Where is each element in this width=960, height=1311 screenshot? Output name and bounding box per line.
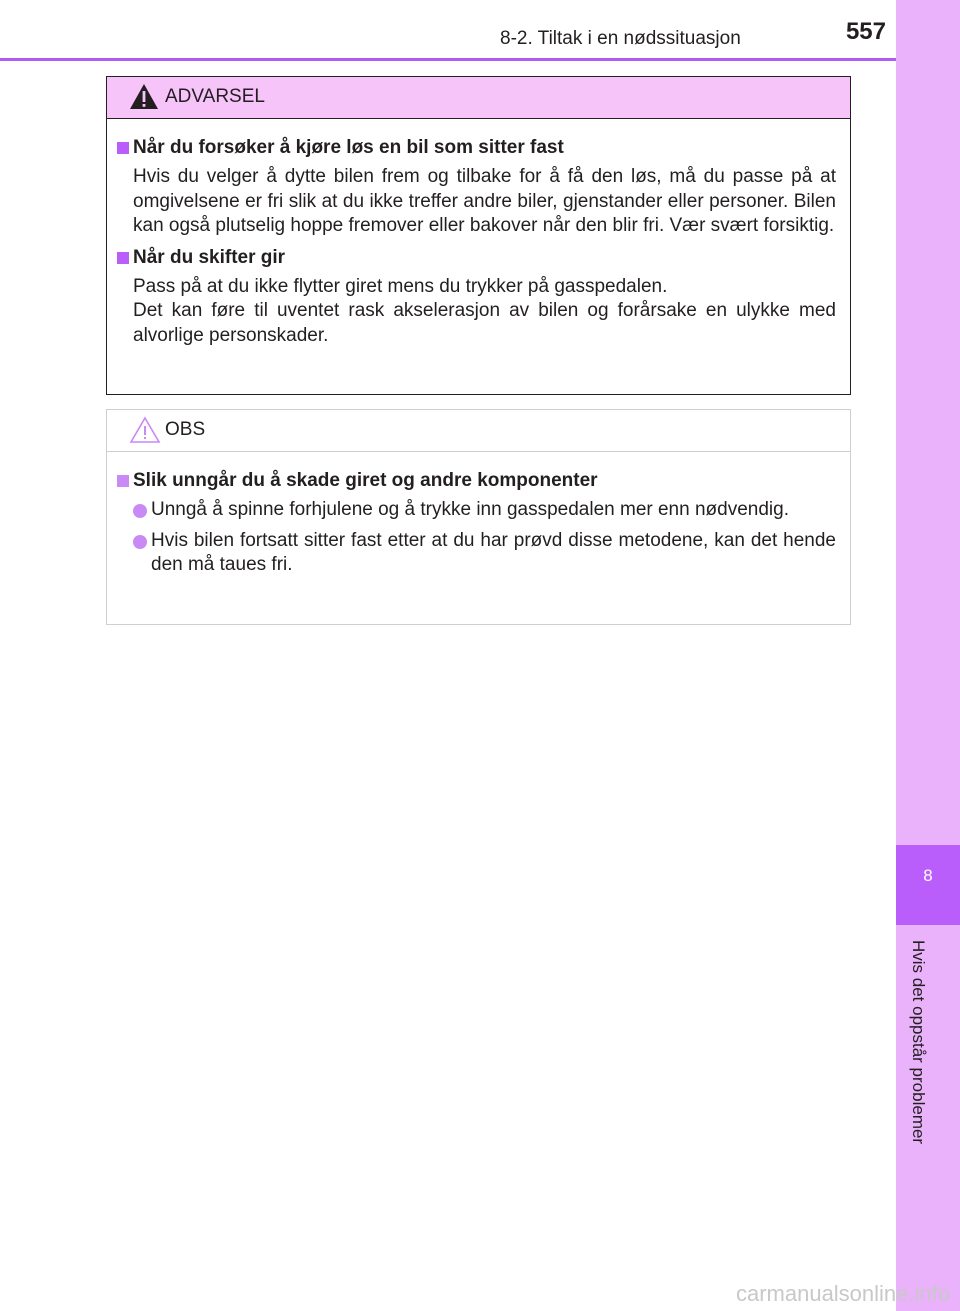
page-number: 557 bbox=[845, 18, 886, 45]
warning-section-heading-text: Når du skifter gir bbox=[133, 246, 286, 268]
chapter-number: 8 bbox=[923, 866, 933, 885]
caution-bullet-item bbox=[117, 498, 836, 523]
warning-paragraph: Det kan føre til uventet rask akselerasjon av bilen og forårsake en ulykke med alvorlige personskader. bbox=[133, 300, 836, 346]
caution-label: OBS bbox=[165, 419, 206, 440]
caution-bullet-item bbox=[117, 529, 836, 578]
square-bullet-icon bbox=[117, 252, 129, 264]
warning-triangle-icon bbox=[129, 83, 159, 110]
square-bullet-icon bbox=[117, 475, 129, 487]
warning-paragraph: Hvis du velger å dytte bilen frem og tilbake for å få den løs, må du passe på at omgivelsene er fri slik at du ikke treffer andre biler, gjenstander eller personer. Bilen kan også plutselig hoppe fremover eller bakover når den blir fri. Vær svært forsiktig. bbox=[133, 166, 836, 236]
caution-box bbox=[106, 409, 851, 625]
warning-box-header bbox=[107, 77, 850, 119]
warning-label: ADVARSEL bbox=[165, 86, 265, 107]
header-divider bbox=[0, 58, 896, 61]
caution-heading-text: Slik unngår du å skade giret og andre komponenter bbox=[133, 470, 598, 491]
warning-section-heading bbox=[117, 245, 836, 271]
warning-box-body bbox=[107, 119, 850, 348]
caution-bullet-text: Unngå å spinne forhjulene og å trykke inn gasspedalen mer enn nødvendig. bbox=[151, 499, 789, 520]
caution-box-body bbox=[107, 452, 850, 578]
page-header-title: 8-2. Tiltak i en nødssituasjon bbox=[500, 28, 741, 49]
circle-bullet-icon bbox=[133, 504, 147, 518]
warning-section-heading bbox=[117, 135, 836, 161]
square-bullet-icon bbox=[117, 142, 129, 154]
circle-bullet-icon bbox=[133, 535, 147, 549]
warning-paragraph: Pass på at du ikke flytter giret mens du trykker på gasspedalen. bbox=[133, 275, 668, 297]
caution-triangle-outline-icon bbox=[129, 416, 161, 444]
watermark: carmanualsonline.info bbox=[735, 1281, 950, 1306]
warning-box bbox=[106, 76, 851, 395]
caution-bullet-text: Hvis bilen fortsatt sitter fast etter at du har prøvd disse metodene, kan det hende den må taues fri. bbox=[151, 529, 836, 575]
chapter-title: Hvis det oppstår problemer bbox=[909, 940, 928, 1145]
chapter-side-tab bbox=[896, 0, 960, 1311]
caution-heading bbox=[117, 468, 836, 494]
caution-box-header bbox=[107, 410, 850, 452]
warning-section-heading-text: Når du forsøker å kjøre løs en bil som sitter fast bbox=[133, 137, 564, 158]
